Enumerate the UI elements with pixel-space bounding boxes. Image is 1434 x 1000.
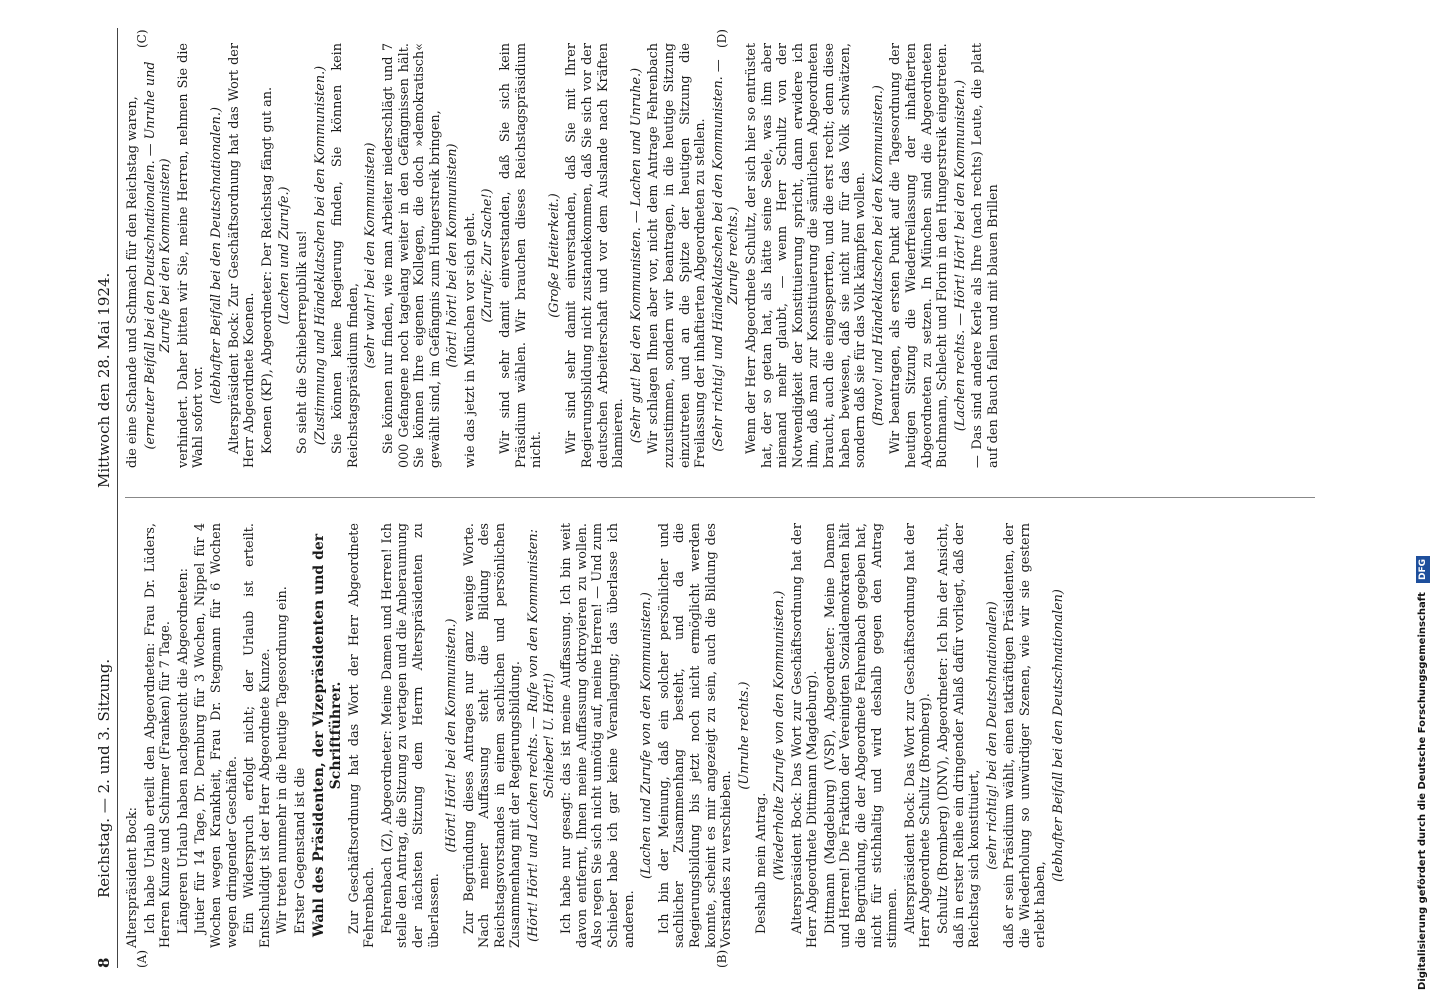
paragraph: Alterspräsident Bock: Zur Geschäftsordnung hat das Wort der Herr Abgeordnete Koenen. — [226, 43, 258, 468]
column-separator — [125, 497, 1315, 498]
paragraph: Fehrenbach (Z), Abgeordneter: Meine Damen und Herren! Ich stelle den Antrag, die Sitzung zu vertagen und die Anberaumung der nächsten Sitzung dem Herrn Alterspräsidenten zu überlassen. — [379, 523, 442, 948]
paragraph: Wir beantragen, als ersten Punkt auf die Tagesordnung der heutigen Sitzung die Wiederfreilassung der inhaftierten Abgeordneten zu setzen. In München sind die Abgeordneten Buchmann, Schlecht und Florin in den Hungerstreik eingetreten. — [888, 43, 951, 468]
margin-marker-b: (B) — [715, 949, 729, 968]
interjection-remark: (Große Heiterkeit.) — [546, 193, 562, 318]
interjection-remark: (Lachen und Zurufe von den Kommunisten.) — [639, 592, 655, 879]
paragraph: wie das jetzt in München vor sich geht. — [462, 212, 478, 468]
header-rule — [117, 28, 118, 968]
paragraph: Sie können nur finden, wie man Arbeiter niederschlägt und 7 000 Gefangene noch tagelang weiter in den Gefängnissen hält. Sie können Ihre eigenen Kollegen, die doch »demokratisch« gewählt sind, im Gefängnis zum Hungerstreik bringen, — [380, 43, 443, 468]
paragraph: Koenen (KP), Abgeordneter: Der Reichstag fängt gut an. — [259, 86, 275, 454]
interjection-remark: (Sehr richtig! und Händeklatschen bei den Kommunisten. — Zurufe rechts.) — [710, 59, 742, 452]
paragraph: Wenn der Herr Abgeordnete Schultz, der sich hier so entrüstet hat, der so getan hat, als hätte seine Seele, was ihm aber niemand mehr glaubt, — wenn Herr Schultz von der Notwendigkeit der Konstituierung spricht, dann erwidere ich ihm, daß man zur Konstituierung die sämtlichen Abgeordneten braucht, auch die eingesperrten, und die erst recht; denn diese haben bewiesen, daß sie nicht nur für das Volk schwätzen, sondern daß sie für das Volk kämpfen wollen. — [743, 43, 869, 468]
digitization-footer — [1414, 0, 1432, 990]
paragraph: Dittmann (Magdeburg) (VSP), Abgeordneter: Meine Damen und Herren! Die Fraktion der Vereinigten Sozialdemokraten hält die Begründung, die der Abgeordnete Fehrenbach gegeben hat, nicht für stichhaltig und wird deshalb gegen den Antrag stimmen. — [822, 523, 901, 948]
paragraph: Wir sind sehr damit einverstanden, daß Sie sich kein Präsidium wählen. Wir brauchen dieses Reichstagspräsidium nicht. — [498, 43, 545, 468]
page-number: 8 — [95, 957, 113, 968]
interjection-remark: (hört! hört! bei den Kommunisten) — [445, 143, 461, 368]
paragraph: Ein Widerspruch erfolgt nicht; der Urlaub ist erteilt. Entschuldigt ist der Herr Abgeordnete Kunze. — [242, 523, 273, 948]
interjection-remark: (sehr richtig! bei den Deutschnationalen) — [984, 601, 1000, 870]
paragraph: Ich habe Urlaub erteilt den Abgeordneten: Frau Dr. Lüders, Herren Kunze und Schirmer (Franken) für 7 Tage. — [142, 523, 174, 948]
paragraph: Jutier für 14 Tage, Dr. Dernburg für 3 Wochen, Nippel für 4 Wochen wegen Krankheit, Frau Dr. Stegmann für 6 Wochen wegen dringender Geschäfte. — [193, 523, 240, 948]
running-title-left: Reichstag. — 2. und 3. Sitzung. — [95, 658, 113, 898]
paragraph: verhindert. Daher bitten wir Sie, meine Herren, nehmen Sie die Wahl sofort vor. — [175, 43, 207, 468]
paragraph: — Das sind andere Kerle als Ihre (nach rechts) Leute, die platt auf den Bauch fallen und mit blauen Brillen — [970, 43, 1001, 468]
paragraph: Längeren Urlaub haben nachgesucht die Abgeordneten: — [175, 568, 191, 934]
interjection-remark: (sehr wahr! bei den Kommunisten) — [363, 142, 379, 369]
agenda-heading: Wahl des Präsidenten, der Vizepräsidenten und der Schriftführer. — [310, 533, 344, 938]
paragraph: Erster Gegenstand ist die — [292, 767, 308, 934]
interjection-remark: (Wiederholte Zurufe von den Kommunisten.) — [771, 590, 787, 881]
paragraph: Schultz (Bromberg) (DNV), Abgeordneter: Ich bin der Ansicht, daß in erster Reihe ein dringender Anlaß dafür vorliegt, daß der Reichstag sich konstituiert, — [935, 523, 983, 948]
paragraph: die eine Schande und Schmach für den Reichstag waren, — [125, 96, 140, 468]
paragraph: Wir treten nunmehr in die heutige Tagesordnung ein. — [275, 586, 291, 934]
paragraph: So sieht die Schieberrepublik aus! — [294, 230, 310, 454]
interjection-remark: (Hört! Hört! und Lachen rechts. — Rufe von den Kommunisten: Schieber! U. Hört!) — [526, 529, 557, 942]
running-title-right: Mittwoch den 28. Mai 1924. — [95, 272, 113, 488]
paragraph: Deshalb mein Antrag. — [754, 792, 770, 934]
running-head — [95, 28, 117, 968]
paragraph: Zur Geschäftsordnung hat das Wort der Herr Abgeordnete Fehrenbach. — [346, 523, 378, 948]
interjection-remark: (Zustimmung und Händeklatschen bei den Kommunisten.) — [312, 65, 328, 446]
margin-marker-c: (C) — [135, 29, 149, 48]
interjection-remark: (Unruhe rechts.) — [736, 681, 752, 790]
right-column — [125, 43, 1003, 468]
interjection-remark: (Sehr gut! bei den Kommunisten. — Lachen und Unruhe.) — [628, 67, 644, 444]
paragraph: Wir schlagen Ihnen aber vor, nicht dem Antrage Fehrenbach zuzustimmen, sondern wir beantragen, in die heutige Sitzung einzutreten und an die Spitze der heutigen Sitzung die Freilassung der inhaftierten Abgeordneten zu stellen. — [646, 43, 709, 468]
paragraph: Alterspräsident Bock: Das Wort zur Geschäftsordnung hat der Herr Abgeordnete Dittmann (Magdeburg). — [789, 523, 821, 948]
document-page — [95, 28, 1325, 968]
interjection-remark: (lebhafter Beifall bei den Deutschnationalen) — [1051, 589, 1067, 882]
margin-marker-d: (D) — [715, 29, 729, 48]
dfg-logo: DFG — [1416, 556, 1430, 583]
paragraph: Ich bin der Meinung, daß ein solcher persönlicher und sachlicher Zusammenhang besteht, und da die Regierungsbildung bis jetzt noch nicht ermöglicht werden konnte, scheint es mir angezeigt zu sein, auch die Bildung des Vorstandes zu verschieben. — [656, 523, 735, 948]
paragraph: Zur Begründung dieses Antrages nur ganz wenige Worte. Nach meiner Auffassung steht die Bildung des Reichstagsvorstandes in einem sachlichen und persönlichen Zusammenhang mit der Regierungsbildung. — [461, 523, 524, 948]
paragraph: Alterspräsident Bock: Das Wort zur Geschäftsordnung hat der Herr Abgeordnete Schultz (Bromberg). — [902, 523, 934, 948]
interjection-remark: (lebhafter Beifall bei den Deutschnationalen.) — [208, 107, 224, 404]
paragraph: Ich habe nur gesagt: das ist meine Auffassung. Ich bin weit davon entfernt, Ihnen meine Auffassung oktroyieren zu wollen. Also regen Sie sich nicht unnötig auf, meine Herren! — Und zum Schieber habe ich gar keine Veranlagung; das überlasse ich anderen. — [559, 523, 637, 948]
interjection-remark: (Hört! Hört! bei den Kommunisten.) — [444, 618, 460, 853]
paragraph: Alterspräsident Bock: — [125, 807, 140, 948]
paragraph: Wir sind sehr damit einverstanden, daß Sie mit Ihrer Regierungsbildung nicht zustandekommen, daß Sie sich vor der deutschen Arbeiterschaft und vor dem Auslande nach Kräften blamieren. — [564, 43, 627, 468]
digitization-note: Digitalisierung gefördert durch die Deutsche Forschungsgemeinschaft — [1417, 592, 1428, 990]
left-column — [125, 523, 1069, 948]
interjection-remark: (Lachen und Zurufe.) — [277, 186, 293, 325]
interjection-remark: (Lachen rechts. — Hört! Hört! bei den Kommunisten.) — [952, 79, 968, 432]
interjection-remark: (Bravo! und Händeklatschen bei den Kommunisten.) — [870, 85, 886, 426]
paragraph: Sie können keine Regierung finden, Sie können kein Reichstagspräsidium finden, — [330, 43, 361, 468]
interjection-remark: (erneuter Beifall bei den Deutschnationalen. — Unruhe und Zurufe bei den Kommunisten) — [142, 61, 174, 450]
paragraph: daß er sein Präsidium wählt, einen tatkräftigen Präsidenten, der die Wiederholung so unwürdiger Szenen, wie wir sie gestern erlebt haben, — [1002, 523, 1049, 948]
interjection-remark: (Zurufe: Zur Sache!) — [480, 188, 496, 323]
margin-marker-a: (A) — [135, 949, 149, 968]
